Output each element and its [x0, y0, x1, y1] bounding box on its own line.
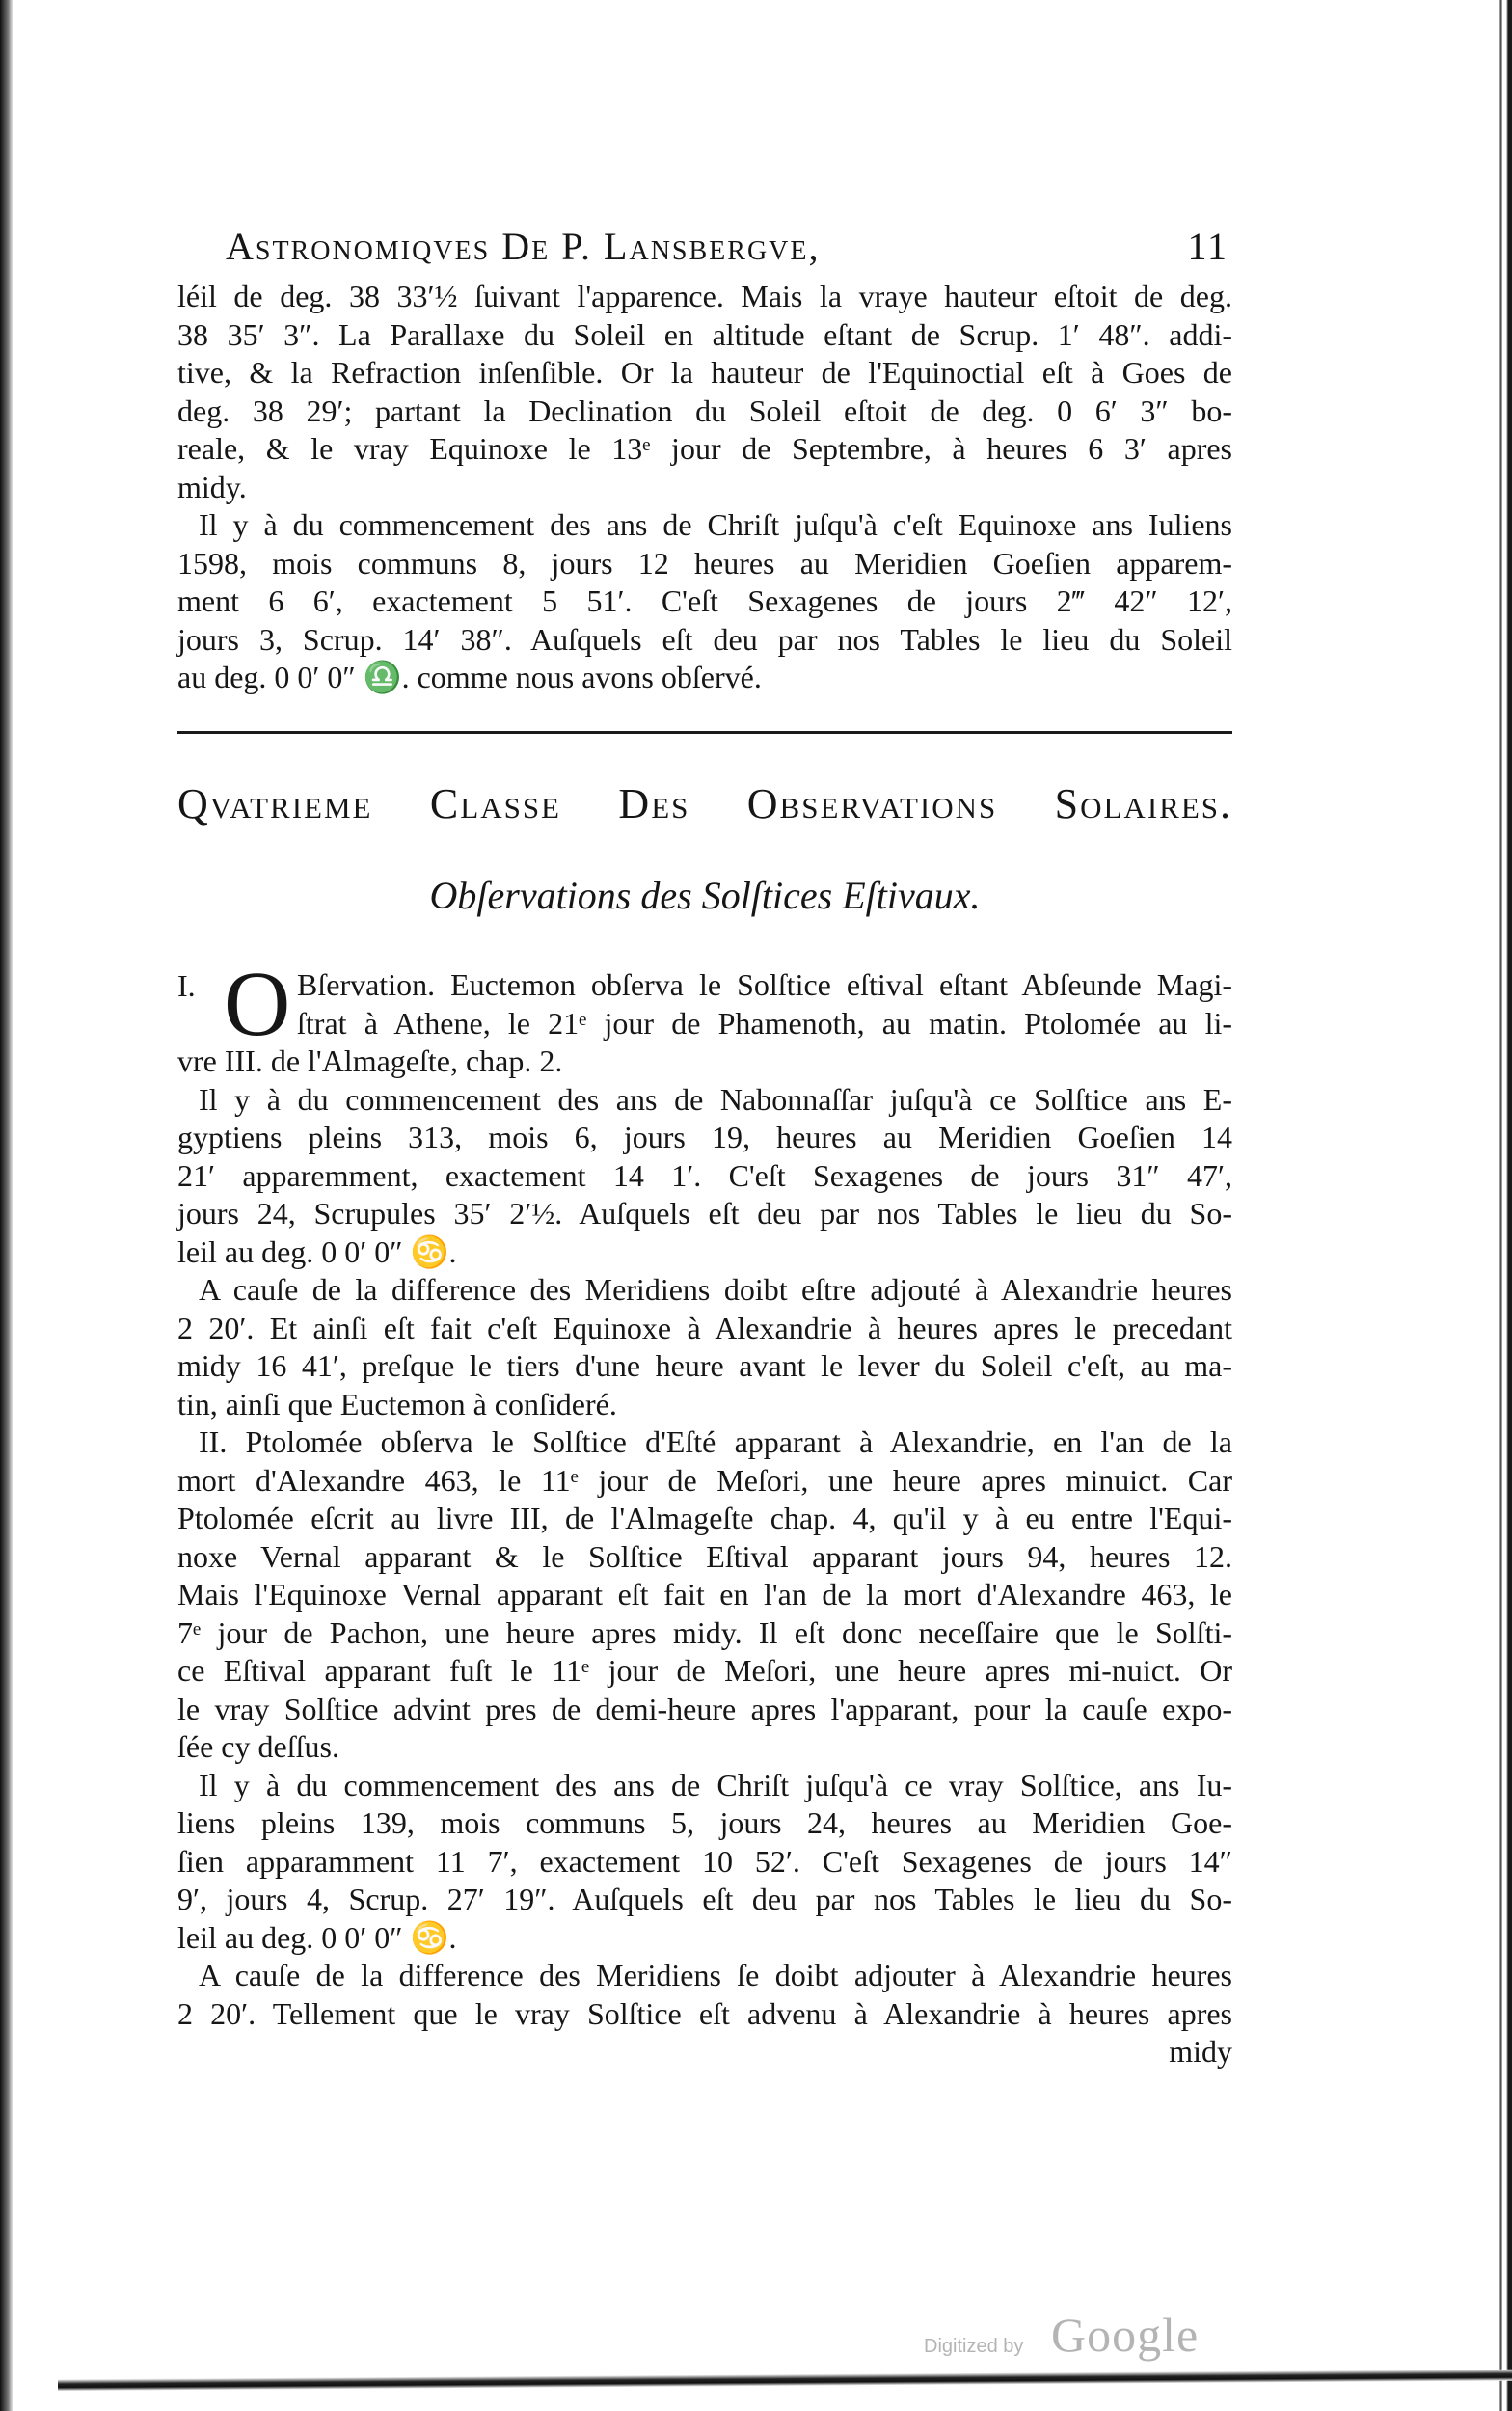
text-line: 9′, jours 4, Scrup. 27′ 19″. Auſquels eſt deu par nos Tables le lieu du So- [177, 1882, 1232, 1916]
page-bottom-edge-shadow [58, 2370, 1512, 2392]
text-line: gyptiens pleins 313, mois 6, jours 19, heures au Meridien Goeſien 14 [177, 1120, 1232, 1154]
text-line: A cauſe de la difference des Meridiens ſe doibt adjouter à Alexandrie heures [199, 1958, 1232, 1992]
text-line: II. Ptolomée obſerva le Solſtice d'Eſté apparant à Alexandrie, en l'an de la [199, 1424, 1232, 1459]
text-line: Bſervation. Euctemon obſerva le Solſtice eſtival eſtant Abſeunde Magi- [297, 967, 1232, 1002]
text-line: 2 20′. Tellement que le vray Solſtice eſt advenu à Alexandrie à heures apres [177, 1995, 1232, 2031]
page-number: 11 [1187, 225, 1228, 268]
text-line: midy. [177, 469, 247, 504]
text-line: deg. 38 29′; partant la Declination du Soleil eſtoit de deg. 0 6′ 3″ bo- [177, 393, 1232, 428]
paragraph-number: I. [177, 968, 196, 1003]
text-line: au deg. 0 0′ 0″ ♎. comme nous avons obſervé. [177, 660, 762, 694]
text-line: noxe Vernal apparant & le Solſtice Eſtival apparant jours 94, heures 12. [177, 1538, 1232, 1574]
text-line: mort d'Alexandre 463, le 11ᵉ jour de Meſori, une heure apres minuict. Car [177, 1462, 1232, 1498]
text-line: vre III. de l'Almageſte, chap. 2. [177, 1043, 563, 1078]
watermark-prefix: Digitized by [924, 2336, 1024, 2357]
text-line: ment 6 6′, exactement 5 51′. C'eſt Sexagenes de jours 2‴ 42″ 12′, [177, 583, 1232, 618]
text-line: Il y à du commencement des ans de Chriſt juſqu'à ce vray Solſtice, ans Iu- [199, 1767, 1232, 1802]
text-line: 38 35′ 3″. La Parallaxe du Soleil en altitude eſtant de Scrup. 1′ 48″. addi- [177, 316, 1232, 352]
subheading: Obſervations des Solſtices Eſtivaux. [429, 874, 981, 917]
text-line: 7ᵉ jour de Pachon, une heure apres midy. Il eſt donc neceſſaire que le Solſti- [177, 1614, 1232, 1650]
text-line: 1598, mois communs 8, jours 12 heures au Meridien Goeſien apparem- [177, 545, 1232, 581]
text-line: tive, & la Refraction inſenſible. Or la hauteur de l'Equinoctial eſt à Goes de [177, 355, 1232, 390]
text-line: midy 16 41′, preſque le tiers d'une heure avant le lever du Soleil c'eſt, au ma- [177, 1348, 1232, 1383]
text-line: Il y à du commencement des ans de Chriſt juſqu'à c'eſt Equinoxe ans Iuliens [199, 507, 1232, 542]
text-line: le vray Solſtice advint pres de demi-heure apres l'apparant, pour la cauſe expo- [177, 1691, 1232, 1726]
section-divider-rule [177, 731, 1232, 734]
text-line: midy [1169, 2034, 1232, 2069]
main-text-block [177, 966, 1232, 2072]
text-line: ſée cy deſſus. [177, 1729, 339, 1764]
text-line: 2 20′. Et ainſi eſt fait c'eſt Equinoxe à Alexandrie à heures apres le precedant [177, 1310, 1232, 1345]
top-text-block [177, 278, 1232, 697]
text-line: liens pleins 139, mois communs 5, jours 24, heures au Meridien Goe- [177, 1805, 1232, 1840]
text-line: ſtrat à Athene, le 21ᵉ jour de Phamenoth, au matin. Ptolomée au li- [297, 1005, 1232, 1041]
text-line: léil de deg. 38 33′½ ſuivant l'apparence. Mais la vraye hauteur eſtoit de deg. [177, 279, 1232, 313]
text-line: jours 24, Scrupules 35′ 2′½. Auſquels eſt deu par nos Tables le lieu du So- [177, 1196, 1232, 1231]
text-line: Ptolomée eſcrit au livre III, de l'Almageſte chap. 4, qu'il y à eu entre l'Equi- [177, 1501, 1232, 1535]
text-line: leil au deg. 0 0′ 0″ ♋. [177, 1919, 457, 1955]
text-line: A cauſe de la difference des Meridiens doibt eſtre adjouté à Alexandrie heures [199, 1272, 1232, 1307]
page-right-edge-shadow [1487, 0, 1512, 2411]
text-line: Mais l'Equinoxe Vernal apparant eſt fait en l'an de la mort d'Alexandre 463, le [177, 1577, 1232, 1612]
text-line: leil au deg. 0 0′ 0″ ♋. [177, 1233, 457, 1269]
watermark-brand: Google [1051, 2308, 1200, 2362]
text-line: tin, ainſi que Euctemon à conſideré. [177, 1386, 617, 1422]
text-line: 21′ apparemment, exactement 14 1′. C'eſt Sexagenes de jours 31″ 47′, [177, 1157, 1232, 1193]
text-line: jours 3, Scrup. 14′ 38″. Auſquels eſt deu par nos Tables le lieu du Soleil [177, 621, 1232, 657]
text-line: ſien apparamment 11 7′, exactement 10 52′. C'eſt Sexagenes de jours 14″ [177, 1843, 1232, 1879]
drop-cap: O [224, 952, 291, 1055]
running-head-title: Astronomiqves De P. Lansbergve, [226, 225, 821, 268]
google-watermark [924, 2307, 1232, 2365]
text-line: ce Eſtival apparant fuſt le 11ᵉ jour de Meſori, une heure apres mi-nuict. Or [177, 1653, 1232, 1688]
text-line: Il y à du commencement des ans de Nabonnaſſar juſqu'à ce Solſtice ans E- [199, 1081, 1232, 1117]
running-head [226, 224, 1228, 272]
text-line: reale, & le vray Equinoxe le 13ᵉ jour de Septembre, à heures 6 3′ apres [177, 431, 1232, 466]
section-heading: Qvatrieme Classe Des Observations Solaires. [177, 780, 1232, 827]
page-left-edge-shadow [0, 0, 14, 2411]
